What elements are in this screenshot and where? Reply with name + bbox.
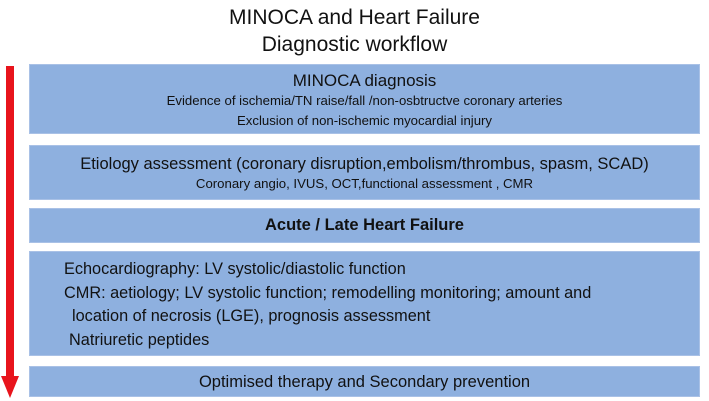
- minoca-heading: MINOCA diagnosis: [292, 71, 437, 90]
- minoca-criteria-1: Evidence of ischemia/TN raise/fall /non-osbtructve coronary arteries: [166, 93, 563, 108]
- red-down-arrow-icon: [0, 0, 28, 401]
- echo-line: Echocardiography: LV systolic/diastolic function: [64, 260, 406, 278]
- title-line-1: MINOCA and Heart Failure: [229, 6, 480, 29]
- diagram-title: [0, 4, 709, 58]
- title-line-2: Diagnostic workflow: [261, 33, 448, 56]
- etiology-methods: Coronary angio, IVUS, OCT,functional assessment , CMR: [195, 176, 534, 191]
- therapy-box: [29, 366, 700, 397]
- imaging-assessment-box: [29, 251, 700, 356]
- natriuretic-line: Natriuretic peptides: [69, 330, 210, 349]
- etiology-heading: Etiology assessment (coronary disruption,embolism/thrombus, spasm, SCAD): [80, 155, 649, 173]
- minoca-diagnosis-box: [29, 64, 700, 134]
- cmr-line: CMR: aetiology; LV systolic function; remodelling monitoring; amount and: [64, 283, 592, 302]
- cmr-line-continued: location of necrosis (LGE), prognosis assessment: [72, 307, 431, 325]
- heart-failure-heading: Acute / Late Heart Failure: [265, 216, 464, 234]
- minoca-criteria-2: Exclusion of non-ischemic myocardial injury: [236, 113, 493, 128]
- etiology-assessment-box: [29, 145, 700, 200]
- therapy-heading: Optimised therapy and Secondary prevention: [198, 373, 531, 391]
- heart-failure-box: [29, 208, 700, 243]
